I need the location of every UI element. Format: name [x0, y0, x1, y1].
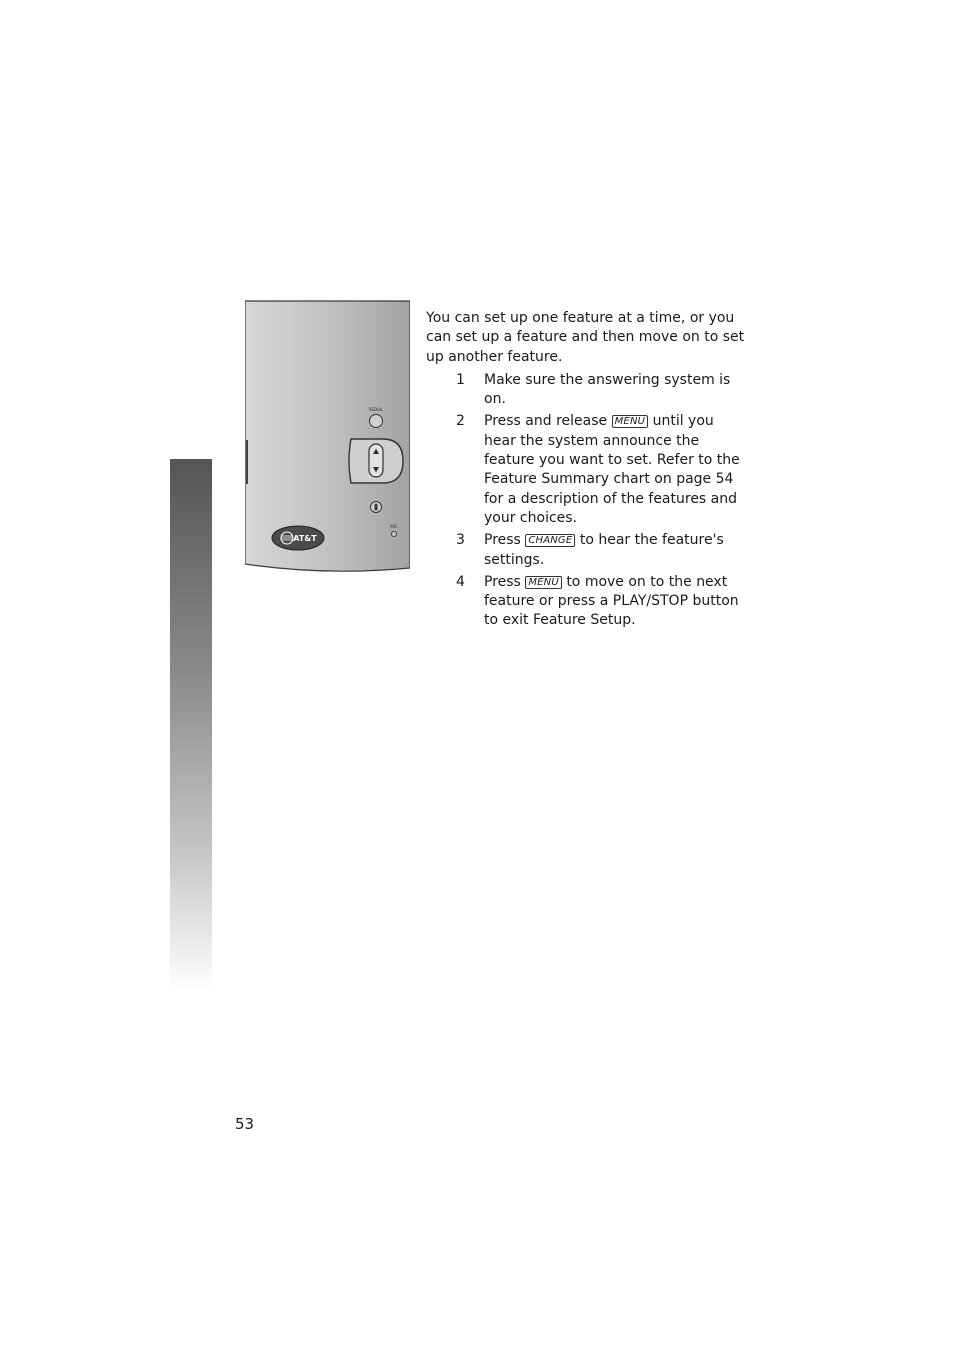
step-text-after: to move on to the next feature or press a PLAY/STOP button to exit Feature Setup. — [484, 573, 739, 629]
answering-machine-illustration — [245, 300, 410, 572]
step-1 — [426, 371, 746, 410]
redial-button[interactable] — [370, 415, 383, 428]
menu-key: MENU — [525, 576, 562, 589]
intro-paragraph: You can set up one feature at a time, or you can set up a feature and then move on to set up another feature. — [426, 310, 745, 365]
step-text-before: Press — [484, 573, 521, 590]
microphone-icon — [375, 504, 378, 511]
step-text-after: to hear the feature's settings. — [484, 532, 724, 568]
step-3 — [426, 531, 746, 570]
step-text-before: Press and release — [484, 413, 608, 430]
step-text-before: Press — [484, 532, 521, 549]
instructions-column — [426, 309, 746, 634]
mic-label: MIC — [390, 524, 398, 529]
step-number: 2 — [456, 413, 465, 430]
step-number: 4 — [456, 573, 465, 590]
menu-key: MENU — [612, 415, 649, 428]
change-key: CHANGE — [525, 534, 575, 547]
page-number: 53 — [235, 1115, 255, 1133]
steps-list — [426, 371, 746, 631]
step-number: 3 — [456, 532, 465, 549]
step-number: 1 — [456, 371, 465, 388]
step-2 — [426, 412, 746, 528]
side-gradient-bar — [170, 459, 212, 991]
step-text-after: until you hear the system announce the feature you want to set. Refer to the Feature Summary chart on page 54 for a description of the features and your choices. — [484, 413, 740, 526]
step-4 — [426, 573, 746, 631]
mic-indicator — [391, 531, 396, 536]
att-logo-text: AT&T — [293, 534, 317, 543]
step-text: Make sure the answering system is on. — [484, 371, 731, 408]
redial-label: REDIAL — [368, 407, 384, 412]
